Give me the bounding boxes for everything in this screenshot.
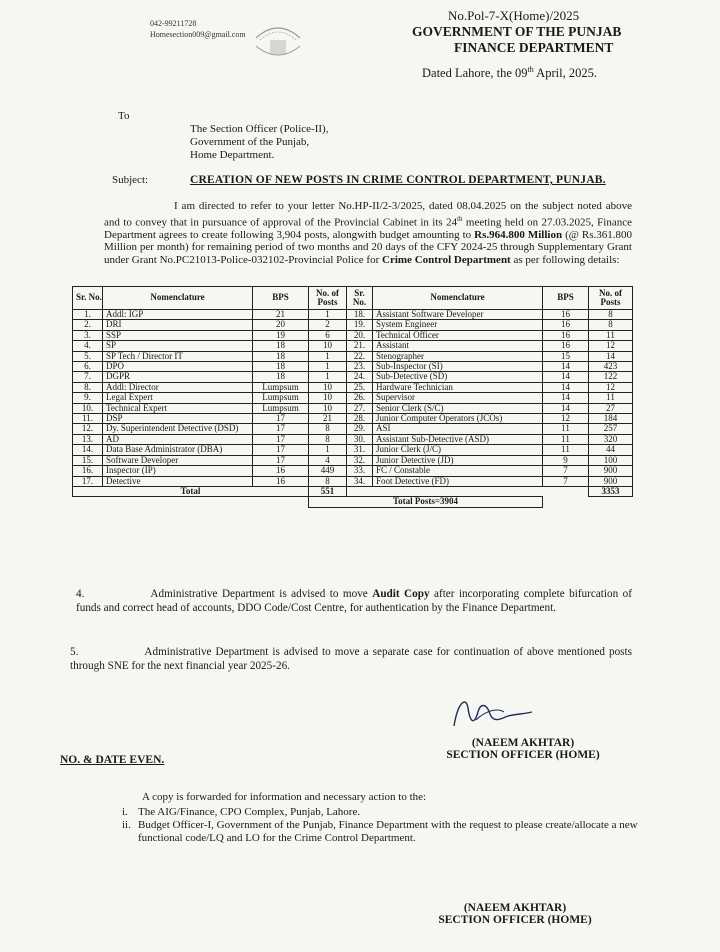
to-label: To [118, 110, 130, 122]
cell-sr-no-2: 29. [347, 424, 373, 434]
cell-bps-2: 15 [543, 351, 589, 361]
cell-nomenclature-2: Senior Clerk (S/C) [373, 403, 543, 413]
cell-sr-no: 14. [73, 445, 103, 455]
cell-sr-no-2: 28. [347, 414, 373, 424]
cell-posts-2: 122 [589, 372, 633, 382]
cell-bps: 20 [253, 320, 309, 330]
signatory-name: (NAEEM AKHTAR) [471, 737, 575, 749]
signatory-title: SECTION OFFICER (HOME) [446, 749, 600, 761]
cell-nomenclature: Addl: IGP [103, 310, 253, 320]
cell-sr-no: 12. [73, 424, 103, 434]
addressee-line-2: Government of the Punjab, [190, 136, 310, 148]
cell-posts: 8 [309, 434, 347, 444]
cell-bps: 17 [253, 455, 309, 465]
cell-posts: 4 [309, 455, 347, 465]
list-item: ii. Budget Officer-I, Government of the Punjab, Finance Department with the request to please create/allocate a new functional code/LQ and LO for the Crime Control Department. [122, 819, 638, 844]
cell-bps: Lumpsum [253, 393, 309, 403]
cell-posts: 6 [309, 330, 347, 340]
cell-sr-no-2: 34. [347, 476, 373, 486]
grand-total-row [73, 497, 633, 507]
cell-posts: 1 [309, 310, 347, 320]
cell-sr-no: 10. [73, 403, 103, 413]
table-row [73, 466, 633, 476]
cell-sr-no-2: 25. [347, 382, 373, 392]
cell-posts-2: 184 [589, 414, 633, 424]
paragraph-5: 5. Administrative Department is advised to move a separate case for continuation of above mentioned posts through SNE for the next financial year 2025-26. [70, 646, 632, 672]
cell-bps-2: 12 [543, 414, 589, 424]
table-row [73, 310, 633, 320]
cell-sr-no-2: 20. [347, 330, 373, 340]
cell-posts: 21 [309, 414, 347, 424]
cell-nomenclature-2: Stenographer [373, 351, 543, 361]
cell-sr-no: 16. [73, 466, 103, 476]
cell-sr-no: 7. [73, 372, 103, 382]
number-date-even: NO. & DATE EVEN. [60, 754, 165, 766]
cell-nomenclature-2: Hardware Technician [373, 382, 543, 392]
punjab-emblem-logo [250, 16, 306, 66]
header-nomenclature: Nomenclature [103, 287, 253, 310]
cell-nomenclature: DRI [103, 320, 253, 330]
department-name: FINANCE DEPARTMENT [454, 40, 614, 55]
cell-posts-2: 11 [589, 330, 633, 340]
cell-bps-2: 14 [543, 372, 589, 382]
cell-nomenclature-2: Foot Detective (FD) [373, 476, 543, 486]
total-label: Total [73, 486, 309, 496]
cell-nomenclature-2: Sub-Inspector (SI) [373, 362, 543, 372]
table-row [73, 403, 633, 413]
cell-sr-no: 3. [73, 330, 103, 340]
cell-sr-no: 5. [73, 351, 103, 361]
cell-nomenclature-2: Assistant Software Developer [373, 310, 543, 320]
cell-bps-2: 11 [543, 445, 589, 455]
cell-nomenclature-2: Supervisor [373, 393, 543, 403]
cell-bps: 19 [253, 330, 309, 340]
cell-posts-2: 8 [589, 310, 633, 320]
table-row [73, 424, 633, 434]
cell-bps: 17 [253, 424, 309, 434]
table-row [73, 351, 633, 361]
cell-sr-no: 2. [73, 320, 103, 330]
cell-bps: Lumpsum [253, 403, 309, 413]
cell-bps-2: 14 [543, 403, 589, 413]
cell-bps: 18 [253, 362, 309, 372]
cell-posts-2: 12 [589, 341, 633, 351]
cell-sr-no-2: 31. [347, 445, 373, 455]
cell-bps: 17 [253, 434, 309, 444]
cell-bps: 17 [253, 445, 309, 455]
table-total-row [73, 486, 633, 496]
cell-posts: 8 [309, 476, 347, 486]
cell-sr-no-2: 22. [347, 351, 373, 361]
cell-nomenclature: Dy. Superintendent Detective (DSD) [103, 424, 253, 434]
table-row [73, 382, 633, 392]
cell-bps-2: 7 [543, 476, 589, 486]
cell-sr-no: 17. [73, 476, 103, 486]
cell-sr-no-2: 24. [347, 372, 373, 382]
cell-sr-no-2: 18. [347, 310, 373, 320]
addressee-line-3: Home Department. [190, 149, 275, 161]
cell-sr-no-2: 32. [347, 455, 373, 465]
cell-nomenclature-2: Junior Detective (JD) [373, 455, 543, 465]
forward-line: A copy is forwarded for information and necessary action to the: [142, 791, 427, 803]
cell-sr-no-2: 23. [347, 362, 373, 372]
cell-posts-2: 44 [589, 445, 633, 455]
cell-bps: 16 [253, 476, 309, 486]
cell-posts-2: 100 [589, 455, 633, 465]
cell-posts: 10 [309, 393, 347, 403]
cell-nomenclature: DGPR [103, 372, 253, 382]
table-row [73, 320, 633, 330]
cell-nomenclature-2: Assistant [373, 341, 543, 351]
cell-bps-2: 14 [543, 362, 589, 372]
table-row [73, 455, 633, 465]
signatory-name-2: (NAEEM AKHTAR) [463, 902, 567, 914]
header-nomenclature-2: Nomenclature [373, 287, 543, 310]
cell-bps-2: 14 [543, 393, 589, 403]
cell-nomenclature-2: ASI [373, 424, 543, 434]
table-row [73, 372, 633, 382]
cell-posts-2: 27 [589, 403, 633, 413]
cell-posts-2: 257 [589, 424, 633, 434]
cell-posts-2: 900 [589, 466, 633, 476]
table-row [73, 393, 633, 403]
table-row [73, 341, 633, 351]
handwritten-signature [446, 692, 536, 734]
cell-nomenclature-2: System Engineer [373, 320, 543, 330]
cell-nomenclature: Technical Expert [103, 403, 253, 413]
list-item: i. The AIG/Finance, CPO Complex, Punjab, Lahore. [122, 806, 361, 818]
cell-sr-no: 6. [73, 362, 103, 372]
total-right: 3353 [589, 486, 633, 496]
cell-bps: 21 [253, 310, 309, 320]
cell-nomenclature: Inspector (IP) [103, 466, 253, 476]
cell-posts-2: 8 [589, 320, 633, 330]
cell-sr-no-2: 27. [347, 403, 373, 413]
cell-bps: 17 [253, 414, 309, 424]
cell-sr-no-2: 21. [347, 341, 373, 351]
cell-bps-2: 16 [543, 310, 589, 320]
cell-sr-no: 15. [73, 455, 103, 465]
cell-nomenclature: SP [103, 341, 253, 351]
cell-nomenclature: SSP [103, 330, 253, 340]
cell-nomenclature: Software Developer [103, 455, 253, 465]
cell-nomenclature: Detective [103, 476, 253, 486]
table-row [73, 476, 633, 486]
cell-bps-2: 11 [543, 434, 589, 444]
signatory-title-2: SECTION OFFICER (HOME) [438, 914, 592, 926]
cell-sr-no-2: 33. [347, 466, 373, 476]
cell-nomenclature: Addl: Director [103, 382, 253, 392]
cell-bps: 18 [253, 351, 309, 361]
letter-number: No.Pol-7-X(Home)/2025 [448, 8, 580, 23]
addressee-block [190, 123, 328, 162]
cell-posts-2: 12 [589, 382, 633, 392]
letter-date: Dated Lahore, the 09th April, 2025. [422, 65, 597, 81]
header-sr-no-2: Sr. No. [347, 287, 373, 310]
cell-posts: 10 [309, 382, 347, 392]
phone-number: 042-99211728 [150, 19, 197, 28]
signature-block-1 [433, 737, 613, 761]
cell-bps: 16 [253, 466, 309, 476]
cell-posts-2: 900 [589, 476, 633, 486]
cell-posts-2: 14 [589, 351, 633, 361]
subject-line: CREATION OF NEW POSTS IN CRIME CONTROL DEPARTMENT, PUNJAB. [190, 174, 606, 186]
cell-nomenclature-2: Technical Officer [373, 330, 543, 340]
cell-sr-no: 1. [73, 310, 103, 320]
cell-posts: 449 [309, 466, 347, 476]
cell-bps-2: 16 [543, 320, 589, 330]
table-header-row [73, 287, 633, 310]
table-row [73, 414, 633, 424]
cell-sr-no: 8. [73, 382, 103, 392]
header-sr-no: Sr. No. [73, 287, 103, 310]
cell-posts: 8 [309, 424, 347, 434]
cell-bps-2: 14 [543, 382, 589, 392]
cell-sr-no: 13. [73, 434, 103, 444]
cell-nomenclature: DSP [103, 414, 253, 424]
cell-nomenclature: DPO [103, 362, 253, 372]
cell-sr-no: 9. [73, 393, 103, 403]
signature-block-2 [425, 902, 605, 926]
cell-nomenclature: SP Tech / Director IT [103, 351, 253, 361]
cell-posts: 2 [309, 320, 347, 330]
cell-posts: 1 [309, 362, 347, 372]
cell-nomenclature-2: Junior Clerk (J/C) [373, 445, 543, 455]
cell-sr-no-2: 19. [347, 320, 373, 330]
paragraph-4: 4. Administrative Department is advised to move Audit Copy after incorporating complete bifurcation of funds and correct head of accounts, DDO Code/Cost Centre, for authentication by the Finance Department. [76, 588, 632, 614]
cell-posts: 1 [309, 445, 347, 455]
cell-bps: 18 [253, 341, 309, 351]
cell-posts-2: 320 [589, 434, 633, 444]
cell-nomenclature-2: Sub-Detective (SD) [373, 372, 543, 382]
cell-bps-2: 16 [543, 330, 589, 340]
cell-sr-no-2: 26. [347, 393, 373, 403]
subject-label: Subject: [112, 174, 149, 186]
cell-nomenclature: AD [103, 434, 253, 444]
cell-sr-no-2: 30. [347, 434, 373, 444]
total-left: 551 [309, 486, 347, 496]
table-row [73, 434, 633, 444]
letter-header [412, 8, 712, 81]
cell-nomenclature: Data Base Administrator (DBA) [103, 445, 253, 455]
cell-nomenclature-2: FC / Constable [373, 466, 543, 476]
cell-posts-2: 11 [589, 393, 633, 403]
cell-sr-no: 11. [73, 414, 103, 424]
email-address: Homesection009@gmail.com [150, 30, 246, 39]
cell-nomenclature-2: Assistant Sub-Detective (ASD) [373, 434, 543, 444]
header-no-of-posts-2: No. of Posts [589, 287, 633, 310]
cell-posts: 10 [309, 403, 347, 413]
cell-nomenclature: Legal Expert [103, 393, 253, 403]
cell-posts-2: 423 [589, 362, 633, 372]
table-row [73, 445, 633, 455]
cell-bps: Lumpsum [253, 382, 309, 392]
cell-bps-2: 9 [543, 455, 589, 465]
government-name: GOVERNMENT OF THE PUNJAB [412, 24, 622, 39]
cell-bps-2: 11 [543, 424, 589, 434]
cell-posts: 1 [309, 372, 347, 382]
header-bps: BPS [253, 287, 309, 310]
cell-bps: 18 [253, 372, 309, 382]
cell-bps-2: 7 [543, 466, 589, 476]
cell-sr-no: 4. [73, 341, 103, 351]
cell-bps-2: 16 [543, 341, 589, 351]
contact-block [150, 18, 246, 40]
table-row [73, 330, 633, 340]
grand-total: Total Posts=3904 [309, 497, 543, 507]
header-no-of-posts: No. of Posts [309, 287, 347, 310]
cell-nomenclature-2: Junior Computer Operators (JCOs) [373, 414, 543, 424]
recipient-list [122, 806, 642, 845]
addressee-line-1: The Section Officer (Police-II), [190, 123, 329, 135]
posts-table [72, 286, 633, 508]
cell-posts: 10 [309, 341, 347, 351]
body-paragraph: I am directed to refer to your letter No.HP-II/2-3/2025, dated 08.04.2025 on the subject noted above and to convey that in pursuance of approval of the Provincial Cabinet in its 24th meeting held on 27.03.2025, Finance Department agrees to create following 3,904 posts, alongwith budget amounting to Rs.964.800 Million (@ Rs.361.800 Million per month) for remaining period of two months and 20 days of the CFY 2024-25 through Supplementary Grant under Grant No.PC21013-Police-032102-Provincial Police for Crime Control Department as per following details: [104, 200, 632, 267]
header-bps-2: BPS [543, 287, 589, 310]
table-row [73, 362, 633, 372]
cell-posts: 1 [309, 351, 347, 361]
